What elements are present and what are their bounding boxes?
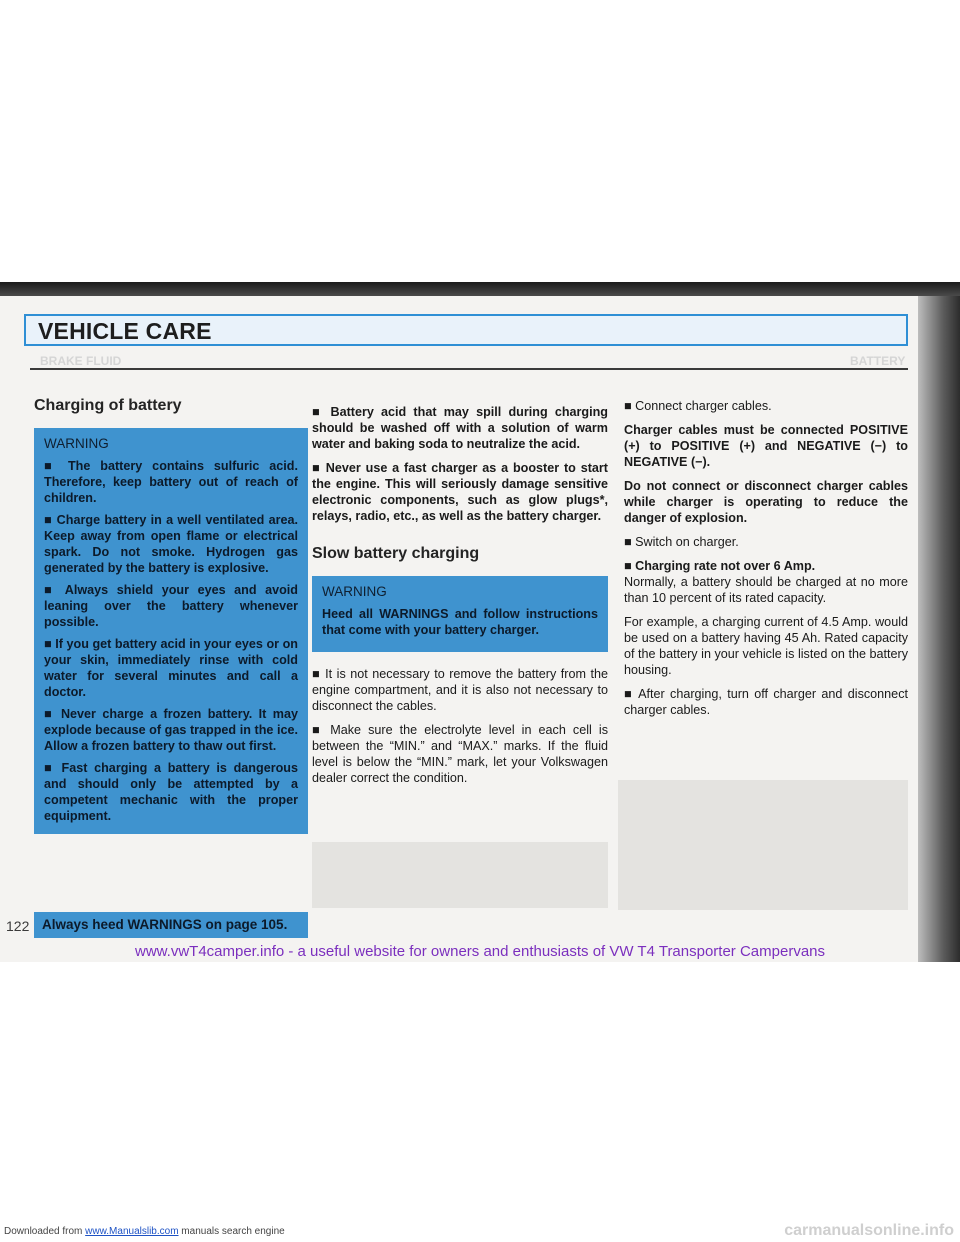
column-2 [312, 404, 608, 794]
section-header-bar [24, 314, 908, 346]
blank-margin-top [0, 0, 960, 282]
warning-label: WARNING [44, 436, 109, 451]
download-suffix: manuals search engine [178, 1226, 285, 1237]
warning-item: ■ Never charge a frozen battery. It may explode because of gas trapped in the ice. Allow a frozen battery to thaw out first. [44, 707, 298, 753]
download-credit [4, 1226, 285, 1237]
paragraph: ■ It is not necessary to remove the battery from the engine compartment, and it is also not necessary to disconnect the cables. [312, 667, 608, 713]
section-heading: Charging of battery [34, 397, 182, 414]
warning-box [34, 428, 308, 834]
warning-item: ■ If you get battery acid in your eyes or on your skin, immediately rinse with cold water for several minutes and call a doctor. [44, 637, 298, 699]
warning-item: ■ Always shield your eyes and avoid leaning over the battery whenever possible. [44, 583, 298, 629]
warning-label: WARNING [322, 584, 387, 599]
paragraph: Normally, a battery should be charged at no more than 10 percent of its rated capacity. [624, 575, 908, 605]
bold-paragraph: ■ Never use a fast charger as a booster to start the engine. This will seriously damage sensitive electronic components, such as glow plugs*, relays, radio, etc., as well as the battery charger. [312, 461, 608, 523]
paragraph: For example, a charging current of 4.5 Amp. would be used on a battery having 45 Ah. Rated capacity of the battery in your vehicle is listed on the battery housing. [624, 615, 908, 677]
header-rule [30, 368, 908, 370]
bold-paragraph: Do not connect or disconnect charger cables while charger is operating to reduce the danger of explosion. [624, 479, 908, 525]
bold-paragraph: Charger cables must be connected POSITIVE (+) to POSITIVE (+) and NEGATIVE (−) to NEGATIVE (−). [624, 423, 908, 469]
paragraph: ■ After charging, turn off charger and disconnect charger cables. [624, 687, 908, 717]
warning-text: Heed all WARNINGS and follow instructions that come with your battery charger. [322, 607, 598, 637]
column-3 [624, 398, 908, 726]
download-prefix: Downloaded from [4, 1226, 86, 1237]
warning-item: ■ The battery contains sulfuric acid. Therefore, keep battery out of reach of children. [44, 459, 298, 505]
ghost-heading-right: BATTERY [850, 354, 906, 368]
subsection-heading: Slow battery charging [312, 545, 480, 562]
bleed-through-block [312, 842, 608, 908]
section-title: VEHICLE CARE [38, 318, 212, 344]
ghost-heading-left: BRAKE FLUID [40, 354, 122, 368]
warning-item: ■ Fast charging a battery is dangerous and should only be attempted by a competent mechanic with the proper equipment. [44, 761, 298, 823]
warning-box [312, 576, 608, 652]
warning-item: ■ Charge battery in a well ventilated area. Keep away from open flame or electrical spark. Do not smoke. Hydrogen gas generated by the battery is explosive. [44, 513, 298, 575]
page-number: 122 [6, 918, 30, 934]
bleed-through-block [618, 780, 908, 910]
page-binding-shadow [918, 296, 960, 962]
carmanualsonline-logo: carmanualsonline.info [784, 1222, 954, 1239]
bold-paragraph: ■ Battery acid that may spill during charging should be washed off with a solution of warm water and baking soda to neutralize the acid. [312, 405, 608, 451]
paragraph: ■ Make sure the electrolyte level in each cell is between the “MIN.” and “MAX.” marks. If the fluid level is below the “MIN.” mark, let your Volkswagen dealer correct the condition. [312, 723, 608, 785]
website-watermark: www.vwT4camper.info - a useful website for owners and enthusiasts of VW T4 Transporter Campervans [134, 943, 826, 960]
footer-warning: Always heed WARNINGS on page 105. [34, 912, 308, 938]
bold-paragraph: ■ Charging rate not over 6 Amp. [624, 559, 816, 573]
manualslib-link[interactable]: www.Manualslib.com [85, 1226, 179, 1237]
paragraph: ■ Connect charger cables. [624, 399, 772, 413]
paragraph: ■ Switch on charger. [624, 535, 739, 549]
column-1 [34, 398, 308, 834]
page-top-edge [0, 282, 960, 296]
